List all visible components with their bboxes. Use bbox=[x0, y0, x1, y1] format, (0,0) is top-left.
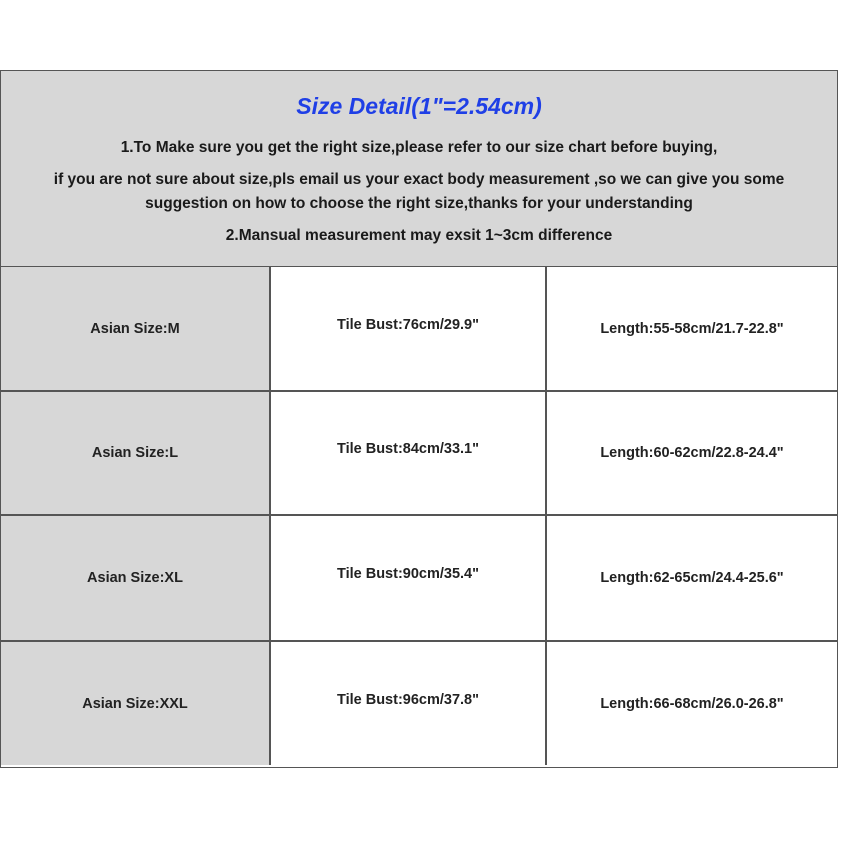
size-chart-header bbox=[1, 71, 837, 267]
size-cell bbox=[1, 392, 271, 514]
instruction-line-4: 2.Mansual measurement may exsit 1~3cm difference bbox=[225, 227, 613, 244]
size-label: Asian Size:L bbox=[91, 445, 179, 461]
size-label: Asian Size:M bbox=[90, 320, 180, 337]
bust-cell bbox=[271, 392, 547, 514]
length-label: Length:62-65cm/24.4-25.6" bbox=[600, 570, 784, 586]
length-label: Length:60-62cm/22.8-24.4" bbox=[600, 445, 784, 461]
length-cell bbox=[547, 392, 837, 514]
bust-cell bbox=[271, 516, 547, 640]
size-cell bbox=[1, 516, 271, 640]
length-label: Length:66-68cm/26.0-26.8" bbox=[600, 695, 784, 712]
size-label: Asian Size:XXL bbox=[82, 695, 188, 712]
bust-label: Tile Bust:84cm/33.1" bbox=[336, 441, 479, 457]
bust-label: Tile Bust:96cm/37.8" bbox=[336, 691, 479, 708]
size-cell bbox=[1, 267, 271, 390]
length-label: Length:55-58cm/21.7-22.8" bbox=[600, 320, 784, 337]
bust-cell bbox=[271, 267, 547, 390]
size-label: Asian Size:XL bbox=[87, 570, 183, 586]
table-row bbox=[1, 642, 837, 765]
bust-label: Tile Bust:90cm/35.4" bbox=[336, 566, 479, 582]
size-cell bbox=[1, 642, 271, 765]
size-chart bbox=[0, 70, 838, 768]
table-row bbox=[1, 392, 837, 514]
instruction-line-2: if you are not sure about size,pls email us your exact body measurement ,so we can give you some bbox=[53, 171, 785, 188]
length-cell bbox=[547, 267, 837, 390]
bust-cell bbox=[271, 642, 547, 765]
instruction-line-1: 1.To Make sure you get the right size,please refer to our size chart before buying, bbox=[120, 139, 718, 156]
size-chart-title: Size Detail(1"=2.54cm) bbox=[296, 93, 542, 119]
bust-label: Tile Bust:76cm/29.9" bbox=[336, 316, 479, 333]
instruction-line-3: suggestion on how to choose the right size,thanks for your understanding bbox=[145, 195, 693, 212]
length-cell bbox=[547, 642, 837, 765]
size-table bbox=[1, 267, 837, 767]
table-row bbox=[1, 516, 837, 640]
length-cell bbox=[547, 516, 837, 640]
table-row bbox=[1, 267, 837, 390]
